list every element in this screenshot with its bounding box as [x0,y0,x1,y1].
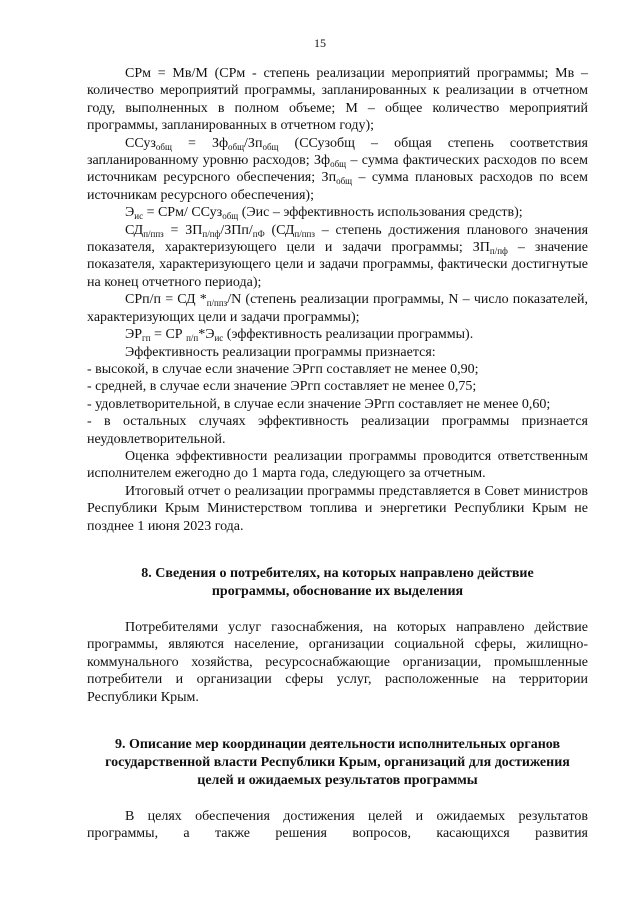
subscript-text: п/ппз [206,298,228,309]
section-9-text-line: программы, а также решения вопросов, касающихся развития [87,826,588,842]
page-number: 15 [314,36,326,50]
subscript-text: п/ппз [143,228,164,239]
subscript-text: общ [222,211,239,222]
text-paragraph: Оценка эффективности реализации программы проводится ответственным исполнителем ежегодно до 1 марта года, следующего за отчетным. [87,448,588,482]
subscript-text: общ [155,141,172,152]
subscript-text: ис [214,333,224,344]
section-8-text: Потребителями услуг газоснабжения, на которых направлено действие программы, являются население, организации социальной сферы, жилищно-коммунального хозяйства, ресурсоснабжающие организации, промышленные потребители и организации сферы услуг, расположенные на территории Республики Крым. [87,619,588,705]
formula-paragraph: $ЭР_{гп}$ = СР $_{п/п}*Э_{ис}$ (эффективность реализации программы). [125,327,474,344]
text-paragraph: Эффективность реализации программы признается: [125,344,436,360]
section-heading-line: 8. Сведения о потребителях, на которых направлено действие [141,565,534,581]
subscript-text: пФ [252,228,265,239]
subscript-text: гп [142,333,151,344]
section-heading-line: государственной власти Республики Крым, организаций для достижения [105,755,570,770]
formula-paragraph: $Э_{ис} = СРм/$ ССуз$_{общ}$ (Эис – эффективность использования средств); [125,205,523,222]
subscript-text: п/пф [202,228,221,239]
list-item: - удовлетворительной, в случае если значение ЭРгп составляет не менее 0,60; [87,396,551,412]
subscript-text: п/ппз [294,228,315,239]
formula-paragraph: ССуз$_{общ}$ = $Зф_{общ}/Зп_{общ}$ (ССузобщ – общая степень соответствия запланированному уровню расходов; $Зф_{общ}$ – сумма фактических расходов по всем источникам ресурсного обеспечения; $Зп_{общ}$ – сумма плановых расходов по всем источникам ресурсного обеспечения); [87,135,589,203]
section-heading-line: целей и ожидаемых результатов программы [197,773,478,788]
list-item: - средней, в случае если значение ЭРгп составляет не менее 0,75; [87,379,477,395]
formula-paragraph: СРм = Мв/М (СРм - степень реализации мероприятий программы; Мв – количество мероприятий программы, запланированных к реализации в отчетном году, выполненных в полном объеме; М – общее количество мероприятий программы, запланированных в отчетном году); [87,66,588,134]
formula-paragraph: СРп/п = СД $*_{п/ппз}/N$ (степень реализации программы, N – число показателей, характеризующих цели и задачи программы); [87,292,588,325]
section-9-text-line: В целях обеспечения достижения целей и ожидаемых результатов [125,809,588,824]
subscript-text: общ [228,141,245,152]
section-heading-line: программы, обоснование их выделения [211,583,464,599]
section-9-heading [87,736,588,790]
list-item: - в остальных случаях эффективность реализации программы признается неудовлетворительной. [87,414,588,447]
subscript-text: ис [134,211,144,222]
subscript-text: общ [262,141,279,152]
subscript-text: п/пф [489,246,508,257]
text-paragraph: Итоговый отчет о реализации программы представляется в Совет министров Республики Крым Министерством топлива и энергетики Республики Крым не позднее 1 июня 2023 года. [87,483,588,534]
subscript-text: общ [336,176,353,187]
section-heading-line: 9. Описание мер координации деятельности исполнительных органов [114,737,561,752]
formula-paragraph: $СД_{п/ппз} = ЗП_{п/пф}/ЗПп/_{пФ}$ ($СД_{п/ппз}$ – степень достижения планового значения показателя, характеризующего цели и задачи программы; $ЗП_{п/пф}$ – значение показателя, характеризующего цели и задачи программы, фактически достигнутые на конец отчетного периода); [87,222,589,290]
list-item: - высокой, в случае если значение ЭРгп составляет не менее 0,90; [87,361,479,377]
document-body [87,65,588,843]
subscript-text: общ [330,159,347,170]
section-8-heading [87,565,588,601]
subscript-text: п/п [186,333,199,344]
